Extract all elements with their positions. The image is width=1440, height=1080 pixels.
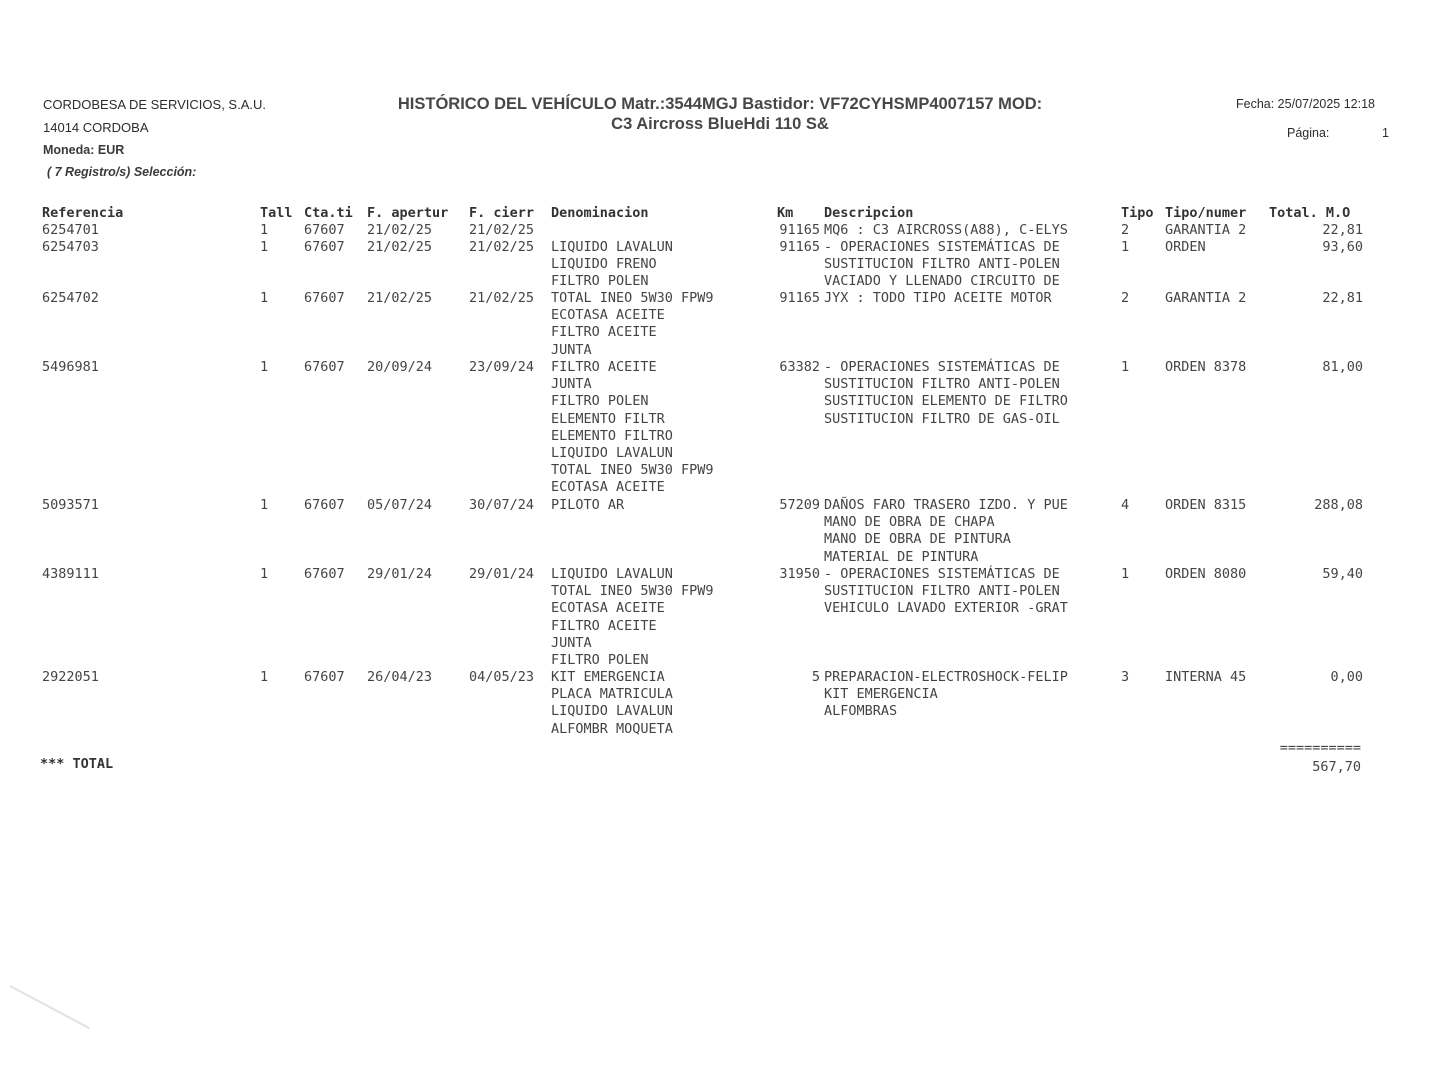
cell-tiponum (1165, 239, 1206, 256)
cell-line: FILTRO ACEITE (551, 324, 657, 341)
cell-ref (42, 566, 99, 583)
cell-line: 93,60 (1322, 239, 1363, 255)
cell-line: 26/04/23 (367, 669, 433, 685)
cell-cta (304, 290, 345, 307)
cell-line: VEHICULO LAVADO EXTERIOR -GRAT (824, 600, 1068, 617)
cell-line: 1 (260, 222, 269, 238)
cell-line: 288,08 (1314, 497, 1363, 513)
cell-line: 2 (1121, 290, 1130, 306)
cell-tall (260, 497, 268, 514)
cell-line: 67607 (304, 669, 345, 685)
cell-line: TOTAL INEO 5W30 FPW9 (551, 290, 714, 306)
cell-line: 1 (1121, 239, 1130, 255)
company-name: CORDOBESA DE SERVICIOS, S.A.U. (43, 97, 266, 112)
cell-line: 1 (260, 359, 269, 375)
cell-line: 1 (260, 239, 269, 255)
total-label: *** TOTAL (40, 756, 114, 772)
cell-tipo (1121, 566, 1129, 583)
cell-line: SUSTITUCION FILTRO ANTI-POLEN (824, 256, 1060, 273)
cell-line: ECOTASA ACEITE (551, 307, 665, 324)
cell-tiponum (1165, 359, 1246, 376)
cell-line: ECOTASA ACEITE (551, 600, 665, 617)
page-number: 1 (1382, 126, 1389, 140)
cell-line: FILTRO POLEN (551, 652, 649, 669)
cell-ref (42, 359, 99, 376)
cell-line: 05/07/24 (367, 497, 433, 513)
selection-label: ( 7 Registro/s) Selección: (47, 165, 197, 179)
cell-line: 21/02/25 (469, 222, 535, 238)
cell-cta (304, 359, 345, 376)
cell-open (367, 290, 432, 307)
cell-line: 5 (811, 669, 820, 685)
column-header-cta: Cta.ti (304, 205, 353, 221)
cell-line: 5496981 (42, 359, 99, 375)
cell-line: DAÑOS FARO TRASERO IZDO. Y PUE (824, 497, 1068, 513)
cell-line: ECOTASA ACEITE (551, 479, 665, 496)
column-header-tiponum: Tipo/numer (1165, 205, 1247, 221)
cell-ref (42, 669, 99, 686)
cell-line: SUSTITUCION FILTRO DE GAS-OIL (824, 410, 1060, 427)
cell-line: LIQUIDO FRENO (551, 256, 657, 273)
cell-tall (260, 239, 268, 256)
cell-total (1273, 359, 1363, 376)
cell-tall (260, 290, 268, 307)
cell-line: 59,40 (1322, 566, 1363, 582)
cell-total (1273, 497, 1363, 514)
cell-tipo (1121, 239, 1129, 256)
cell-line: GARANTIA 2 (1165, 222, 1247, 238)
cell-total (1273, 566, 1363, 583)
cell-desc (824, 566, 1068, 618)
column-header-ref: Referencia (42, 205, 124, 221)
cell-line: 2922051 (42, 669, 99, 685)
document-title (370, 94, 1070, 134)
cell-line: 67607 (304, 497, 345, 513)
cell-open (367, 359, 432, 376)
total-separator: ========== (1279, 740, 1361, 756)
cell-line: 04/05/23 (469, 669, 535, 685)
cell-close (469, 222, 534, 239)
cell-line: PREPARACION-ELECTROSHOCK-FELIP (824, 669, 1068, 685)
cell-line: ORDEN (1165, 239, 1206, 255)
cell-line: 67607 (304, 566, 345, 582)
cell-line: 5093571 (42, 497, 99, 513)
cell-open (367, 566, 432, 583)
company-info (43, 93, 266, 139)
cell-line: GARANTIA 2 (1165, 290, 1247, 306)
cell-km (760, 566, 820, 583)
cell-line: MQ6 : C3 AIRCROSS(A88), C-ELYS (824, 222, 1068, 238)
cell-line: KIT EMERGENCIA (551, 669, 665, 685)
cell-line: ELEMENTO FILTR (551, 410, 665, 427)
cell-line: SUSTITUCION ELEMENTO DE FILTRO (824, 393, 1068, 410)
cell-line: - OPERACIONES SISTEMÁTICAS DE (824, 359, 1060, 375)
cell-open (367, 239, 432, 256)
cell-line: ORDEN 8378 (1165, 359, 1247, 375)
title-line-2: C3 Aircross BlueHdi 110 S& (611, 115, 829, 133)
cell-tiponum (1165, 497, 1246, 514)
cell-line: - OPERACIONES SISTEMÁTICAS DE (824, 239, 1060, 255)
cell-total (1273, 669, 1363, 686)
page-label: Página: (1287, 126, 1330, 140)
cell-line: ALFOMBRAS (824, 703, 898, 720)
cell-line: PLACA MATRICULA (551, 686, 673, 703)
cell-line: INTERNA 45 (1165, 669, 1247, 685)
cell-desc (824, 222, 1068, 239)
cell-line: 22,81 (1322, 222, 1363, 238)
cell-line: 23/09/24 (469, 359, 535, 375)
cell-km (760, 669, 820, 686)
cell-tipo (1121, 497, 1129, 514)
cell-line: PILOTO AR (551, 497, 625, 513)
cell-desc (824, 497, 1068, 566)
scan-artifact (10, 985, 90, 1029)
cell-line: 4 (1121, 497, 1130, 513)
cell-tall (260, 222, 268, 239)
cell-line: LIQUIDO LAVALUN (551, 566, 673, 582)
cell-line: - OPERACIONES SISTEMÁTICAS DE (824, 566, 1060, 582)
cell-line: 67607 (304, 359, 345, 375)
grand-total: 567,70 (1312, 759, 1361, 775)
cell-denom (551, 566, 714, 669)
cell-denom (551, 497, 624, 514)
cell-line: ELEMENTO FILTRO (551, 427, 673, 444)
cell-line: FILTRO ACEITE (551, 359, 657, 375)
cell-open (367, 222, 432, 239)
cell-line: 29/01/24 (367, 566, 433, 582)
cell-line: ALFOMBR MOQUETA (551, 720, 673, 737)
column-header-total: Total. M.O (1269, 205, 1351, 221)
cell-km (760, 497, 820, 514)
cell-cta (304, 497, 345, 514)
cell-close (469, 566, 534, 583)
cell-line: 91165 (779, 290, 820, 306)
cell-line: 21/02/25 (367, 290, 433, 306)
cell-close (469, 359, 534, 376)
cell-line: TOTAL INEO 5W30 FPW9 (551, 462, 714, 479)
cell-line: 4389111 (42, 566, 99, 582)
cell-line: JUNTA (551, 341, 592, 358)
cell-line: MATERIAL DE PINTURA (824, 548, 979, 565)
cell-line: SUSTITUCION FILTRO ANTI-POLEN (824, 583, 1060, 600)
cell-line: 1 (260, 669, 269, 685)
column-header-km: Km (777, 205, 794, 221)
cell-line: 63382 (779, 359, 820, 375)
cell-line: 31950 (779, 566, 820, 582)
cell-tall (260, 669, 268, 686)
cell-line: JYX : TODO TIPO ACEITE MOTOR (824, 290, 1052, 306)
cell-line: MANO DE OBRA DE CHAPA (824, 514, 995, 531)
column-header-tipo: Tipo (1121, 205, 1154, 221)
column-header-close: F. cierr (469, 205, 535, 221)
cell-total (1273, 222, 1363, 239)
cell-line: 67607 (304, 290, 345, 306)
cell-line: MANO DE OBRA DE PINTURA (824, 531, 1011, 548)
cell-line: KIT EMERGENCIA (824, 686, 938, 703)
cell-line: 21/02/25 (469, 239, 535, 255)
title-line-1: HISTÓRICO DEL VEHÍCULO Matr.:3544MGJ Bastidor: VF72CYHSMP4007157 MOD: (397, 95, 1043, 113)
cell-line: 22,81 (1322, 290, 1363, 306)
cell-ref (42, 497, 99, 514)
cell-open (367, 497, 432, 514)
cell-line: 21/02/25 (367, 239, 433, 255)
cell-line: 20/09/24 (367, 359, 433, 375)
currency-label: Moneda: EUR (43, 143, 125, 157)
cell-open (367, 669, 432, 686)
cell-denom (551, 669, 673, 738)
cell-tall (260, 566, 268, 583)
cell-line: 0,00 (1330, 669, 1363, 685)
cell-line: JUNTA (551, 376, 592, 393)
cell-close (469, 290, 534, 307)
column-header-denom: Denominacion (551, 205, 649, 221)
cell-line: 81,00 (1322, 359, 1363, 375)
cell-total (1273, 290, 1363, 307)
column-header-tall: Tall (260, 205, 293, 221)
cell-line: 1 (1121, 566, 1130, 582)
cell-line: 3 (1121, 669, 1130, 685)
cell-km (760, 239, 820, 256)
cell-desc (824, 290, 1052, 307)
cell-km (760, 290, 820, 307)
cell-tiponum (1165, 222, 1246, 239)
cell-desc (824, 669, 1068, 721)
cell-line: 67607 (304, 222, 345, 238)
cell-line: LIQUIDO LAVALUN (551, 703, 673, 720)
cell-line: VACIADO Y LLENADO CIRCUITO DE (824, 273, 1060, 290)
company-city: 14014 CORDOBA (43, 120, 149, 135)
cell-close (469, 239, 534, 256)
cell-line: 1 (260, 290, 269, 306)
page-indicator (1287, 126, 1389, 140)
column-header-open: F. apertur (367, 205, 449, 221)
cell-line: 6254703 (42, 239, 99, 255)
cell-line: SUSTITUCION FILTRO ANTI-POLEN (824, 376, 1060, 393)
cell-close (469, 497, 534, 514)
cell-line: JUNTA (551, 634, 592, 651)
cell-denom (551, 359, 714, 497)
cell-line: ORDEN 8315 (1165, 497, 1247, 513)
cell-tall (260, 359, 268, 376)
cell-tiponum (1165, 290, 1246, 307)
cell-tipo (1121, 359, 1129, 376)
cell-cta (304, 566, 345, 583)
cell-line: 1 (1121, 359, 1130, 375)
cell-denom (551, 290, 714, 359)
cell-line: 91165 (779, 222, 820, 238)
print-date: Fecha: 25/07/2025 12:18 (1236, 97, 1376, 111)
cell-line: 1 (260, 566, 269, 582)
cell-line: 2 (1121, 222, 1130, 238)
cell-line: 21/02/25 (367, 222, 433, 238)
cell-tiponum (1165, 669, 1246, 686)
cell-cta (304, 239, 345, 256)
cell-line: 1 (260, 497, 269, 513)
cell-line: 6254702 (42, 290, 99, 306)
cell-ref (42, 239, 99, 256)
cell-tiponum (1165, 566, 1246, 583)
cell-km (760, 359, 820, 376)
cell-desc (824, 359, 1068, 428)
cell-km (760, 222, 820, 239)
cell-tipo (1121, 669, 1129, 686)
cell-cta (304, 669, 345, 686)
cell-line: LIQUIDO LAVALUN (551, 239, 673, 255)
cell-line: TOTAL INEO 5W30 FPW9 (551, 583, 714, 600)
cell-total (1273, 239, 1363, 256)
cell-line: ORDEN 8080 (1165, 566, 1247, 582)
cell-line: 91165 (779, 239, 820, 255)
cell-close (469, 669, 534, 686)
cell-line: 6254701 (42, 222, 99, 238)
cell-desc (824, 239, 1060, 291)
cell-cta (304, 222, 345, 239)
cell-line: LIQUIDO LAVALUN (551, 445, 673, 462)
cell-denom (551, 239, 673, 291)
cell-line: 57209 (779, 497, 820, 513)
column-header-desc: Descripcion (824, 205, 914, 221)
cell-line: 29/01/24 (469, 566, 535, 582)
cell-line: FILTRO POLEN (551, 273, 649, 290)
cell-tipo (1121, 222, 1129, 239)
cell-line: 67607 (304, 239, 345, 255)
cell-tipo (1121, 290, 1129, 307)
cell-ref (42, 222, 99, 239)
cell-line: 30/07/24 (469, 497, 535, 513)
cell-line: 21/02/25 (469, 290, 535, 306)
cell-line: FILTRO ACEITE (551, 617, 657, 634)
cell-ref (42, 290, 99, 307)
cell-line: FILTRO POLEN (551, 393, 649, 410)
